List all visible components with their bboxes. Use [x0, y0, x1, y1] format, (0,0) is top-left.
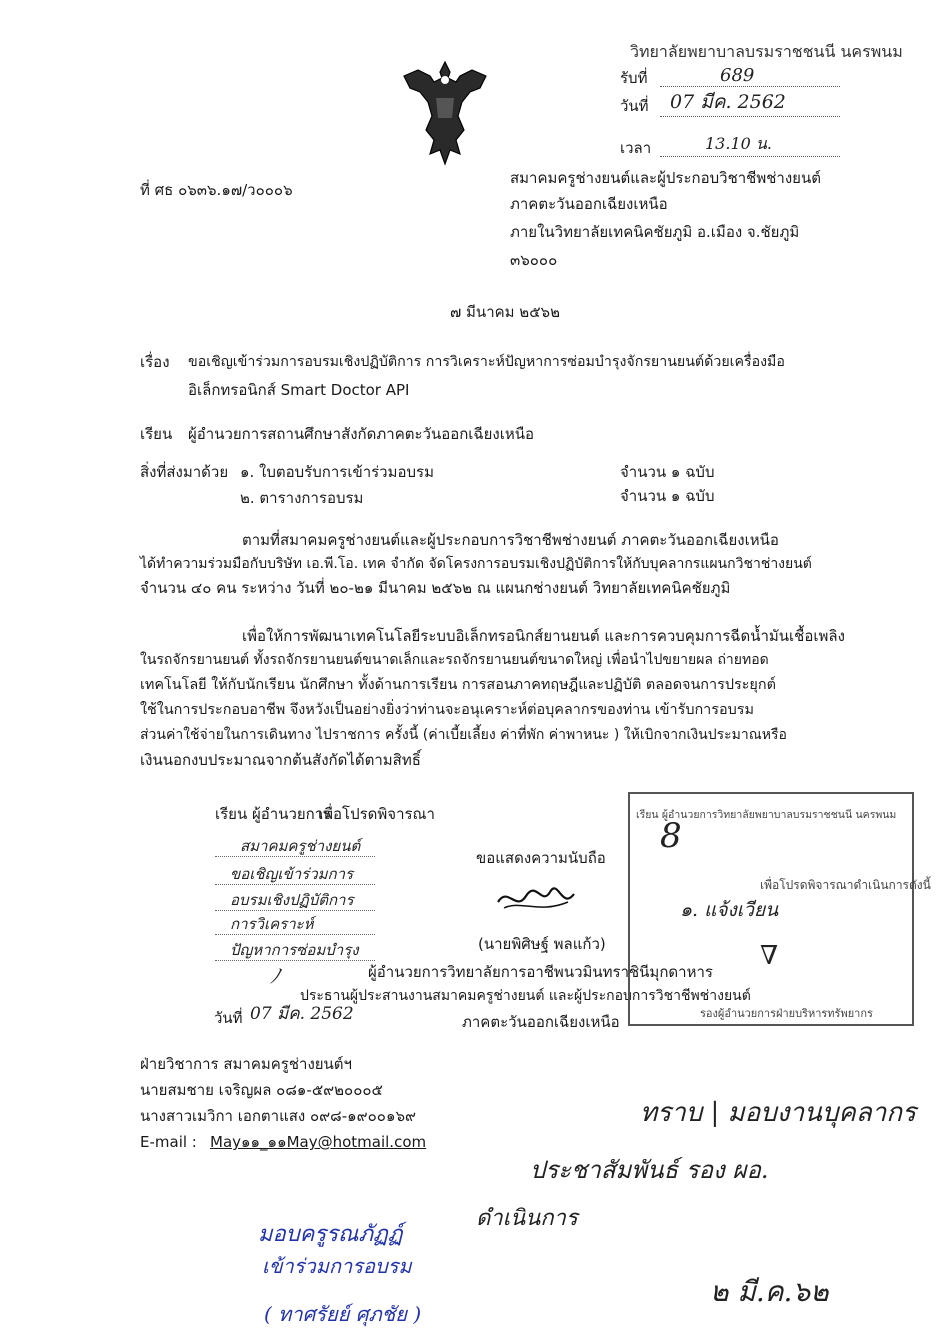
approval-stamp-hw: ๑. แจ้งเวียน	[680, 899, 779, 921]
signer-name: (นายพิศิษฐ์ พลแก้ว)	[478, 935, 606, 953]
enclosure-item-1: ๑. ใบตอบรับการเข้าร่วมอบรม	[240, 463, 434, 481]
to-label: เรียน	[140, 425, 173, 443]
handwriting-left: ดำเนินการ	[476, 1206, 578, 1231]
subject-label: เรื่อง	[140, 353, 170, 371]
handwriting-blue-3: ( ทาศรัยย์ ศุภชัย )	[264, 1302, 422, 1326]
para2-line-4: ใช้ในการประกอบอาชีพ จึงหวังเป็นอย่างยิ่งว่าท่านจะอนุเคราะห์ต่อบุคลากรของท่าน เข้ารับการอบรม	[140, 702, 754, 718]
para2-line-2: ในรถจักรยานยนต์ ทั้งรถจักรยานยนต์ขนาดเล็กและรถจักรยานยนต์ขนาดใหญ่ เพื่อนำไปขยายผล ถ่ายทอด	[140, 652, 769, 668]
handwriting-bottom-right: ๒ มี.ค.๖๒	[710, 1275, 829, 1308]
left-stamp-hw-2: ขอเชิญเข้าร่วมการ	[230, 865, 354, 883]
receipt-time-label: เวลา	[620, 139, 652, 157]
left-stamp-hw-3: อบรมเชิงปฏิบัติการ	[230, 891, 354, 909]
contact-email-link[interactable]: May๑๑_๑๑May@hotmail.com	[210, 1133, 427, 1151]
handwriting-blue-2: เข้าร่วมการอบรม	[262, 1254, 412, 1278]
para1-line-1: ตามที่สมาคมครูช่างยนต์และผู้ประกอบการวิชาชีพช่างยนต์ ภาคตะวันออกเฉียงเหนือ	[242, 531, 779, 549]
para2-line-6: เงินนอกงบประมาณจากต้นสังกัดได้ตามสิทธิ์	[140, 751, 421, 769]
receipt-org: วิทยาลัยพยาบาลบรมราชชนนี นครพนม	[630, 42, 903, 61]
para2-line-5: ส่วนค่าใช้จ่ายในการเดินทาง ไปราชการ ครั้งนี้ (ค่าเบี้ยเลี้ยง ค่าที่พัก ค่าพาหนะ ) ให้เบิกจากเงินประมาณหรือ	[140, 727, 787, 743]
enclosures-label: สิ่งที่ส่งมาด้วย	[140, 463, 229, 481]
subject-line-1: ขอเชิญเข้าร่วมการอบรมเชิงปฏิบัติการ การวิเคราะห์ปัญหาการซ่อมบำรุงจักรยานยนต์ด้วยเครื่องมือ	[188, 354, 785, 370]
para1-line-2: ได้ทำความร่วมมือกับบริษัท เอ.พี.โอ. เทค จำกัด จัดโครงการอบรมเชิงปฏิบัติการให้กับบุคลากรแผนกวิชาช่างยนต์	[140, 556, 812, 572]
contact-dept: ฝ่ายวิชาการ สมาคมครูช่างยนต์ฯ	[140, 1055, 352, 1073]
signer-position-1: ผู้อำนวยการวิทยาลัยการอาชีพนวมินทราชินีมุกดาหาร	[368, 963, 713, 981]
para2-line-3: เทคโนโลยี ให้กับนักเรียน นักศึกษา ทั้งด้านการเรียน การสอนภาคทฤษฎีและปฏิบัติ ตลอดจนการประยุกต์	[140, 677, 776, 693]
receipt-time-value: 13.10 น.	[705, 134, 772, 153]
enclosure-qty-1: จำนวน ๑ ฉบับ	[620, 463, 715, 481]
enclosure-item-2: ๒. ตารางการอบรม	[240, 489, 364, 507]
sender-address-2: ภาคตะวันออกเฉียงเหนือ	[510, 195, 668, 213]
sender-address-1: สมาคมครูช่างยนต์และผู้ประกอบวิชาชีพช่างยนต์	[510, 169, 821, 187]
approval-stamp-mark: 8	[660, 816, 682, 856]
signer-position-3: ภาคตะวันออกเฉียงเหนือ	[462, 1013, 620, 1031]
approval-stamp-line-2: เพื่อโปรดพิจารณาดำเนินการดังนี้	[760, 878, 931, 892]
left-stamp-title: เรียน ผู้อำนวยการ	[215, 805, 332, 823]
sender-address-4: ๓๖๐๐๐	[510, 251, 558, 269]
to-value: ผู้อำนวยการสถานศึกษาสังกัดภาคตะวันออกเฉียงเหนือ	[188, 425, 535, 443]
sender-address-3: ภายในวิทยาลัยเทคนิคชัยภูมิ อ.เมือง จ.ชัยภูมิ	[510, 223, 800, 241]
receipt-no-label: รับที่	[620, 69, 648, 87]
enclosure-qty-2: จำนวน ๑ ฉบับ	[620, 487, 715, 505]
subject-line-2: อิเล็กทรอนิกส์ Smart Doctor API	[188, 381, 410, 399]
left-stamp-hw-1: สมาคมครูช่างยนต์	[240, 837, 361, 855]
receipt-date-label: วันที่	[620, 97, 649, 115]
document-date: ๗ มีนาคม ๒๕๖๒	[450, 303, 560, 321]
left-stamp-subtitle: เพื่อโปรดพิจารณา	[318, 805, 435, 823]
signature-icon	[490, 880, 580, 920]
left-stamp-initial: ﾉ	[270, 964, 280, 988]
handwriting-mid-right: ประชาสัมพันธ์ รอง ผอ.	[530, 1156, 769, 1184]
para1-line-3: จำนวน ๔๐ คน ระหว่าง วันที่ ๒๐-๒๑ มีนาคม ๒๕๖๒ ณ แผนกช่างยนต์ วิทยาลัยเทคนิคชัยภูมิ	[140, 579, 731, 597]
left-stamp-date-value: 07 มีค. 2562	[250, 1004, 354, 1024]
contact-person-1: นายสมชาย เจริญผล ๐๘๑-๕๙๒๐๐๐๕	[140, 1081, 383, 1099]
garuda-emblem-icon	[400, 58, 490, 168]
approval-stamp-line-3: รองผู้อำนวยการฝ่ายบริหารทรัพยากร	[700, 1007, 873, 1020]
handwriting-top-right: ทราบ | มอบงานบุคลากร	[640, 1098, 916, 1128]
receipt-date-value: 07 มีค. 2562	[670, 91, 786, 113]
handwriting-blue-1: มอบครูรณภัฏฏ์	[258, 1222, 403, 1247]
para2-line-1: เพื่อให้การพัฒนาเทคโนโลยีระบบอิเล็กทรอนิกส์ยานยนต์ และการควบคุมการฉีดน้ำมันเชื้อเพลิง	[242, 627, 845, 645]
left-stamp-hw-4: การวิเคราะห์	[230, 915, 314, 933]
contact-person-2: นางสาวเมวิกา เอกตาแสง ๐๙๘-๑๙๐๐๑๖๙	[140, 1107, 416, 1125]
closing: ขอแสดงความนับถือ	[476, 849, 606, 867]
approval-stamp-mark-2: ∇	[760, 941, 779, 971]
approval-stamp-line-1: เรียน ผู้อำนวยการวิทยาลัยพยาบาลบรมราชชนนี นครพนม	[636, 809, 897, 821]
document-number: ที่ ศธ ๐๖๓๖.๑๗/ว๐๐๐๖	[140, 181, 293, 199]
receipt-no-value: 689	[720, 65, 755, 86]
signer-position-2: ประธานผู้ประสานงานสมาคมครูช่างยนต์ และผู้ประกอบการวิชาชีพช่างยนต์	[300, 988, 751, 1004]
left-stamp-date-label: วันที่	[214, 1009, 243, 1027]
contact-email-label: E-mail :	[140, 1133, 197, 1151]
left-stamp-hw-5: ปัญหาการซ่อมบำรุง	[230, 941, 359, 959]
